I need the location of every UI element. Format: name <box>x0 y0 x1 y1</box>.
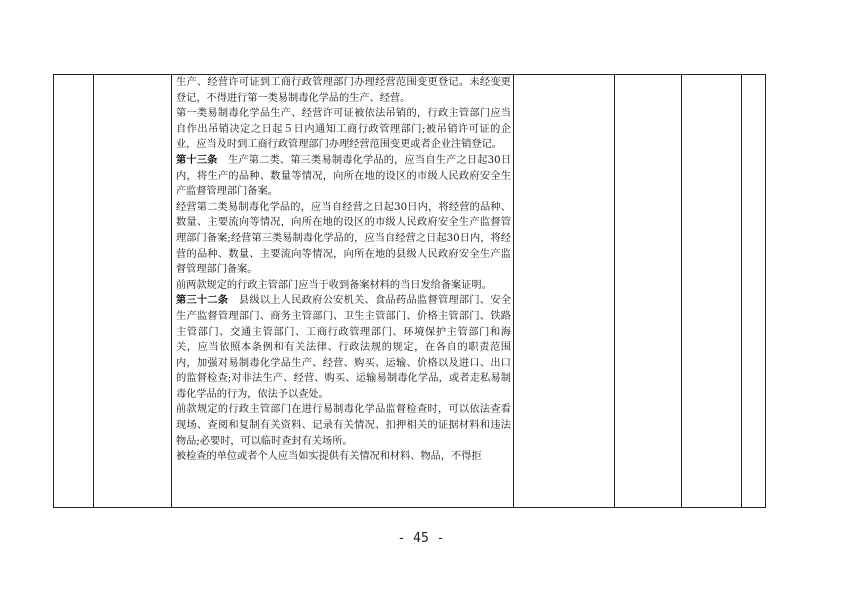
page-number: - 45 - <box>397 531 445 546</box>
column-divider <box>681 75 682 507</box>
column-divider <box>93 75 94 507</box>
paragraph-text: 经营第二类易制毒化学品的，应当自经营之日起30日内，将经营的品种、数量、主要流向等情况，向所在地的设区的市级人民政府安全生产监督管理部门备案;经营第三类易制毒化学品的，应当自经营之日起30日内，将经营的品种、数量、主要流向等情况，向所在地的县级人民政府安全生产监督管理部门备案。 <box>176 201 511 276</box>
paragraph-text: 前款规定的行政主管部门在进行易制毒化学品监督检查时，可以依法查看现场、查阅和复制有关资料、记录有关情况、扣押相关的证据材料和违法物品;必要时，可以临时查封有关场所。 <box>176 404 511 447</box>
paragraph-text: 生产、经营许可证到工商行政管理部门办理经营范围变更登记。未经变更登记，不得进行第一类易制毒化学品的生产、经营。 <box>176 77 511 104</box>
column-divider <box>614 75 615 507</box>
paragraph <box>176 153 511 200</box>
paragraph <box>176 449 511 465</box>
content-table <box>53 74 766 508</box>
column-divider <box>513 75 514 507</box>
regulation-text-cell <box>172 75 513 507</box>
paragraph <box>176 402 511 449</box>
paragraph-text: 生产第二类、第三类易制毒化学品的，应当自生产之日起30日内，将生产的品种、数量等情况，向所在地的设区的市级人民政府安全生产监督管理部门备案。 <box>176 154 512 198</box>
column-divider <box>741 75 742 507</box>
paragraph-text: 第一类易制毒化学品生产、经营许可证被依法吊销的，行政主管部门应当自作出吊销决定之日起５日内通知工商行政管理部门;被吊销许可证的企业，应当及时到工商行政管理部门办理经营范围变更或者企业注销登记。 <box>176 108 511 151</box>
paragraph-text: 被检查的单位或者个人应当如实提供有关情况和材料、物品，不得拒 <box>176 451 482 463</box>
paragraph <box>176 200 511 278</box>
paragraph <box>176 106 511 153</box>
paragraph-text: 县级以上人民政府公安机关、食品药品监督管理部门、安全生产监督管理部门、商务主管部门、卫生主管部门、价格主管部门、铁路主管部门、交通主管部门、工商行政管理部门、环境保护主管部门和海关，应当依照本条例和有关法律、行政法规的规定，在各自的职责范围内，加强对易制毒化学品生产、经营、购买、运输、价格以及进口、出口的监督检查;对非法生产、经营、购买、运输易制毒化学品，或者走私易制毒化学品的行为，依法予以查处。 <box>176 295 511 400</box>
paragraph <box>176 278 511 294</box>
article-number: 第十三条 <box>176 153 218 166</box>
article-number: 第三十二条 <box>176 294 229 307</box>
paragraph-text: 前两款规定的行政主管部门应当于收到备案材料的当日发给备案证明。 <box>176 279 492 291</box>
paragraph <box>176 75 511 106</box>
paragraph <box>176 293 511 402</box>
